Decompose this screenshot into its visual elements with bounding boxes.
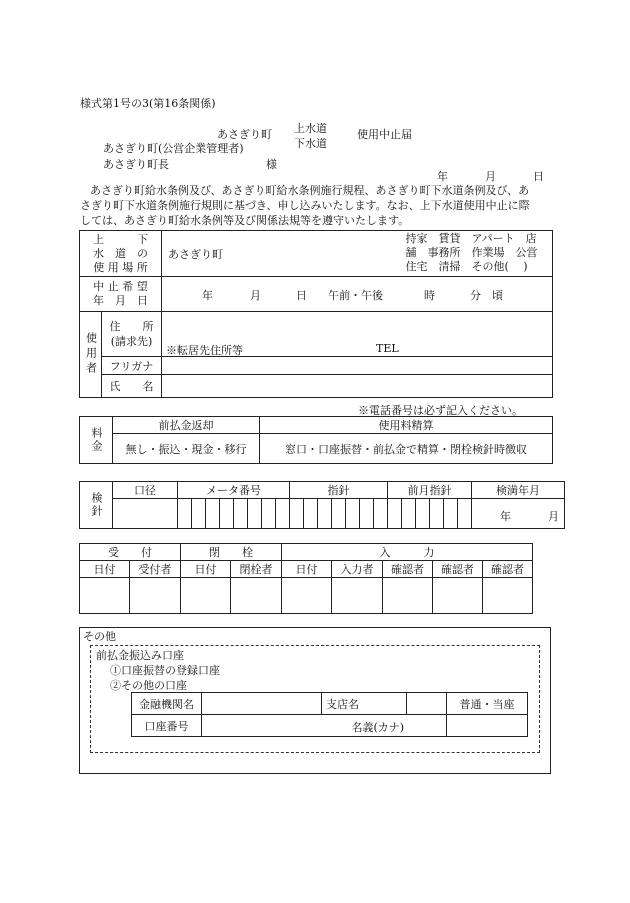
input-date-header: 日付 xyxy=(282,561,332,578)
address-field[interactable] xyxy=(162,312,553,357)
other-label: その他 xyxy=(83,630,116,643)
last-month-digit[interactable] xyxy=(430,499,444,529)
settle-options[interactable]: 窓口・口座振替・前払金で精算・閉栓検針時徴収 xyxy=(260,434,553,464)
fee-table xyxy=(79,416,553,464)
intro-line-2: さぎり町下水道条例施行規則に基づき、申し込みいたします。なお、上下水道使用中止に際 xyxy=(80,199,530,212)
bank-name-label: 金融機関名 xyxy=(132,693,202,715)
receipt-header: 受 付 xyxy=(80,544,181,561)
furigana-field[interactable] xyxy=(162,357,553,375)
meter-digit[interactable] xyxy=(276,499,290,529)
diameter-header: 口径 xyxy=(113,482,178,499)
intro-line-3: しては、あさぎり町給水条例等及び関係法規等を遵守いたします。 xyxy=(80,214,410,227)
checker-header-2: 確認者 xyxy=(433,561,483,578)
place-label: 上 下 水 道 の 使 用 場 所 xyxy=(80,231,162,277)
tel-label: TEL xyxy=(376,342,399,355)
moving-address-note: ※転居先住所等 xyxy=(166,344,243,357)
bank-table xyxy=(131,692,528,737)
intro-line-1: あさぎり町給水条例及び、あさぎり町給水条例施行規程、あさぎり町下水道条例及び、あ xyxy=(90,184,530,197)
process-table xyxy=(79,543,533,614)
account-number-field[interactable] xyxy=(202,715,362,737)
category-line-3: 住宅 清掃 その他( ) xyxy=(405,260,528,273)
title-town: あさぎり町 xyxy=(217,128,272,141)
bank-name-field[interactable] xyxy=(202,693,322,715)
expiry-field[interactable] xyxy=(472,499,565,529)
diameter-field[interactable] xyxy=(113,499,178,529)
stop-month: 月 xyxy=(250,289,261,302)
expiry-month: 月 xyxy=(548,510,560,523)
reading-digit[interactable] xyxy=(374,499,388,529)
expiry-header: 検満年月 xyxy=(472,482,565,499)
title-water-supply: 上水道 xyxy=(294,122,327,135)
place-value[interactable]: あさぎり町 xyxy=(162,231,484,277)
phone-note: ※電話番号は必ず記入ください。 xyxy=(358,404,523,417)
closer-field[interactable] xyxy=(231,578,282,614)
date-month: 月 xyxy=(485,170,496,183)
stop-date-value[interactable] xyxy=(162,277,553,312)
holder-kana-field[interactable] xyxy=(447,715,528,737)
prepay-header: 前払金返却 xyxy=(113,417,260,434)
checker-header-3: 確認者 xyxy=(483,561,533,578)
reading-digit[interactable] xyxy=(290,499,304,529)
reading-digit[interactable] xyxy=(318,499,332,529)
reading-digit[interactable] xyxy=(360,499,374,529)
receiver-field[interactable] xyxy=(130,578,181,614)
account-number-label: 口座番号 xyxy=(132,715,202,737)
last-month-digit[interactable] xyxy=(402,499,416,529)
checker-field-3[interactable] xyxy=(483,578,533,614)
date-year: 年 xyxy=(437,170,448,183)
inputter-header: 入力者 xyxy=(332,561,383,578)
date-day: 日 xyxy=(533,170,544,183)
checker-field-2[interactable] xyxy=(433,578,483,614)
meter-digit[interactable] xyxy=(234,499,248,529)
address-label: 住 所 (請求先) xyxy=(102,312,162,357)
reading-digit[interactable] xyxy=(346,499,360,529)
main-table xyxy=(79,230,553,398)
receiver-header: 受付者 xyxy=(130,561,181,578)
addressee-mayor: あさぎり町長 xyxy=(103,158,169,171)
stop-day: 日 xyxy=(296,289,307,302)
meter-digit[interactable] xyxy=(206,499,220,529)
user-label: 使用者 xyxy=(80,312,102,398)
furigana-label: フリガナ xyxy=(102,357,162,375)
fee-label: 料金 xyxy=(80,417,113,464)
checker-header-1: 確認者 xyxy=(383,561,433,578)
addressee-manager: あさぎり町(公営企業管理者) xyxy=(103,142,244,155)
holder-kana-label: 名義(カナ) xyxy=(351,721,405,734)
prepay-options[interactable]: 無し・振込・現金・移行 xyxy=(113,434,260,464)
meter-table xyxy=(79,481,565,529)
stop-year: 年 xyxy=(202,289,213,302)
holder-kana-label-cell xyxy=(351,715,447,737)
account-type-options[interactable]: 普通・当座 xyxy=(447,693,528,715)
receipt-date-header: 日付 xyxy=(80,561,130,578)
meter-digit[interactable] xyxy=(248,499,262,529)
input-date-field[interactable] xyxy=(282,578,332,614)
option-other-account[interactable]: ②その他の口座 xyxy=(110,679,187,692)
reading-digit[interactable] xyxy=(332,499,346,529)
closing-header: 閉 栓 xyxy=(181,544,282,561)
last-month-digit[interactable] xyxy=(416,499,430,529)
last-month-digit[interactable] xyxy=(388,499,402,529)
title-sewer: 下水道 xyxy=(294,137,327,150)
branch-name-label: 支店名 xyxy=(322,693,407,715)
stop-date-label: 中 止 希 望 年 月 日 xyxy=(80,277,162,312)
expiry-year: 年 xyxy=(500,510,512,523)
page-title: 使用中止届 xyxy=(357,128,412,141)
option-registered-account[interactable]: ①口座振替の登録口座 xyxy=(110,664,220,677)
input-header: 入 力 xyxy=(282,544,533,561)
meter-label: 検針 xyxy=(80,482,113,529)
name-label: 氏 名 xyxy=(102,375,162,398)
closer-header: 閉栓者 xyxy=(231,561,282,578)
category-line-2: 舗 事務所 作業場 公営 xyxy=(405,246,538,259)
meter-digit[interactable] xyxy=(262,499,276,529)
honorific: 様 xyxy=(266,158,277,171)
checker-field-1[interactable] xyxy=(383,578,433,614)
last-month-digit[interactable] xyxy=(458,499,472,529)
category-cell[interactable] xyxy=(405,231,553,277)
inputter-field[interactable] xyxy=(332,578,383,614)
branch-name-field[interactable] xyxy=(407,693,447,715)
reading-header: 指針 xyxy=(290,482,388,499)
stop-hour: 時 xyxy=(424,289,435,302)
stop-ampm: 午前・午後 xyxy=(328,289,383,302)
settle-header: 使用料精算 xyxy=(260,417,553,434)
reading-digit[interactable] xyxy=(304,499,318,529)
meter-digit[interactable] xyxy=(178,499,192,529)
last-month-digit[interactable] xyxy=(444,499,458,529)
meter-number-header: メータ番号 xyxy=(178,482,290,499)
category-line-1: 持家 賃貸 アパート 店 xyxy=(405,232,537,245)
closing-date-field[interactable] xyxy=(181,578,231,614)
transfer-title: 前払金振込み口座 xyxy=(96,649,184,662)
closing-date-header: 日付 xyxy=(181,561,231,578)
meter-digit[interactable] xyxy=(220,499,234,529)
meter-digit[interactable] xyxy=(192,499,206,529)
receipt-date-field[interactable] xyxy=(80,578,130,614)
form-number: 様式第1号の3(第16条関係) xyxy=(80,97,216,110)
last-month-header: 前月指針 xyxy=(388,482,472,499)
name-field[interactable] xyxy=(162,375,553,398)
stop-minute: 分 頃 xyxy=(470,289,503,302)
